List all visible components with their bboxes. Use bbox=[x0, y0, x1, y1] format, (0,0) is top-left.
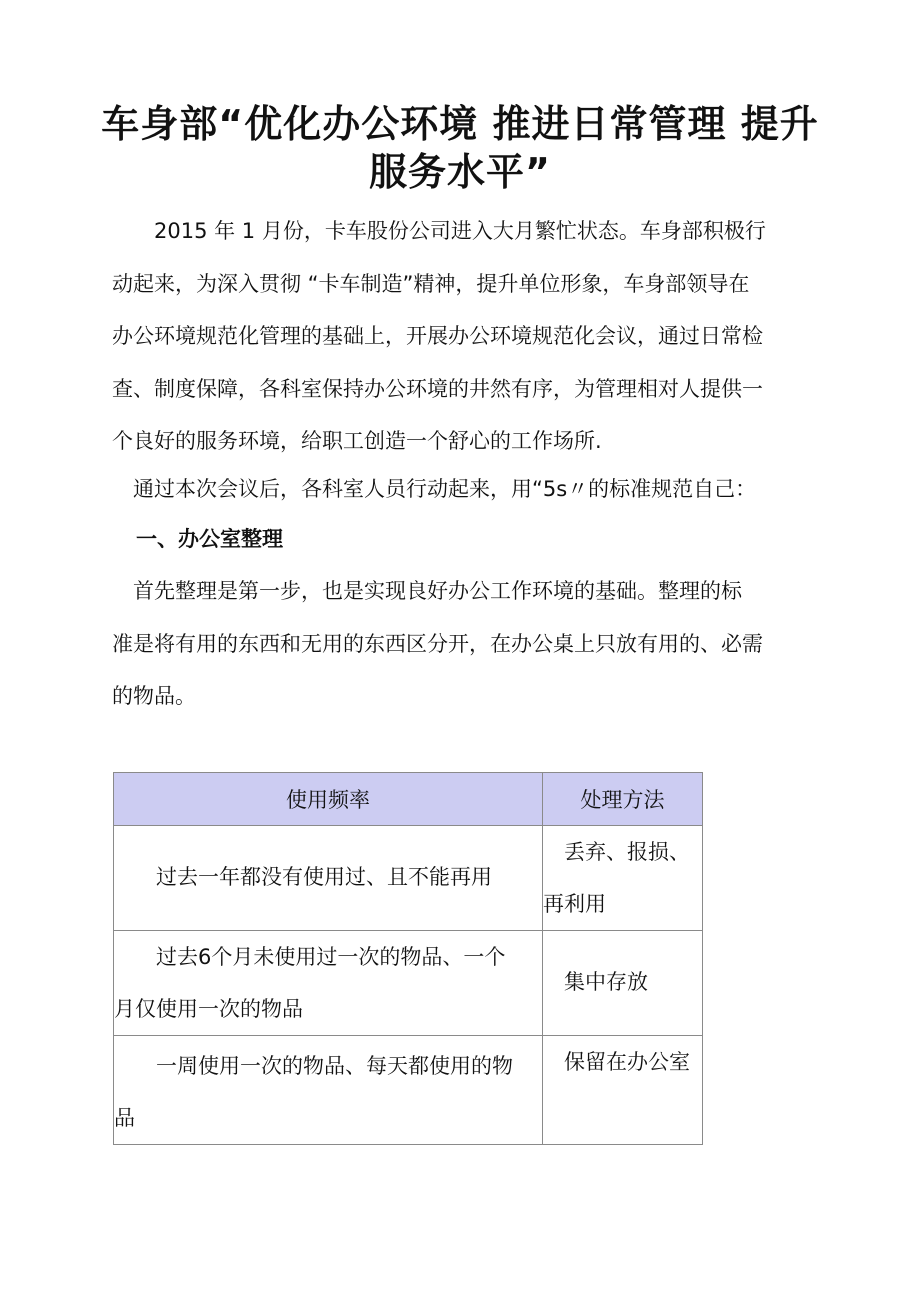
sort-paragraph bbox=[112, 565, 802, 723]
cell-line: 再利用 bbox=[543, 892, 606, 916]
frequency-cell bbox=[114, 826, 543, 931]
table-row bbox=[114, 826, 703, 931]
section-heading: 一、办公室整理 bbox=[136, 527, 283, 551]
cell-line: 品 bbox=[114, 1106, 135, 1130]
paragraph-line: 查、制度保障，各科室保持办公环境的井然有序，为管理相对人提供一 bbox=[112, 376, 763, 401]
table-row bbox=[114, 1036, 703, 1145]
table-header-row bbox=[114, 773, 703, 826]
sorting-table bbox=[113, 772, 703, 1145]
cell-line: 保留在办公室 bbox=[543, 1050, 690, 1074]
paragraph-line: 个良好的服务环境，给职工创造一个舒心的工作场所. bbox=[112, 429, 602, 453]
meeting-paragraph bbox=[112, 463, 802, 516]
frequency-cell bbox=[114, 1036, 543, 1145]
paragraph-line: 首先整理是第一步，也是实现良好办公工作环境的基础。整理的标 bbox=[112, 579, 742, 603]
paragraph-line: 准是将有用的东西和无用的东西区分开，在办公桌上只放有用的、必需 bbox=[112, 631, 763, 656]
paragraph-line: 办公环境规范化管理的基础上，开展办公环境规范化会议，通过日常检 bbox=[112, 324, 763, 348]
cell-line: 一周使用一次的物品、每天都使用的物 bbox=[114, 1054, 513, 1078]
paragraph-line: 的物品。 bbox=[112, 684, 196, 708]
cell-line: 集中存放 bbox=[543, 970, 648, 994]
frequency-cell bbox=[114, 931, 543, 1036]
document-title-line-2: 服务水平” bbox=[369, 150, 551, 194]
method-cell bbox=[543, 826, 703, 931]
intro-paragraph bbox=[112, 205, 802, 468]
table-header-frequency: 使用频率 bbox=[114, 773, 543, 826]
cell-line: 过去一年都没有使用过、且不能再用 bbox=[114, 865, 492, 889]
table-row bbox=[114, 931, 703, 1036]
cell-line: 过去6个月未使用过一次的物品、一个 bbox=[114, 945, 506, 969]
paragraph-line: 动起来，为深入贯彻 “卡车制造”精神，提升单位形象，车身部领导在 bbox=[112, 271, 750, 296]
method-cell bbox=[543, 1036, 703, 1145]
table-header-method: 处理方法 bbox=[543, 773, 703, 826]
cell-line: 丢弃、报损、 bbox=[543, 840, 690, 864]
paragraph-line: 2015 年 1 月份，卡车股份公司进入大月繁忙状态。车身部积极行 bbox=[112, 219, 766, 243]
cell-line: 月仅使用一次的物品 bbox=[114, 997, 303, 1021]
method-cell bbox=[543, 931, 703, 1036]
paragraph-line: 通过本次会议后，各科室人员行动起来，用“5s〃的标准规范自己： bbox=[112, 477, 757, 501]
document-title-line-1: 车身部“优化办公环境 推进日常管理 提升 bbox=[101, 102, 819, 146]
